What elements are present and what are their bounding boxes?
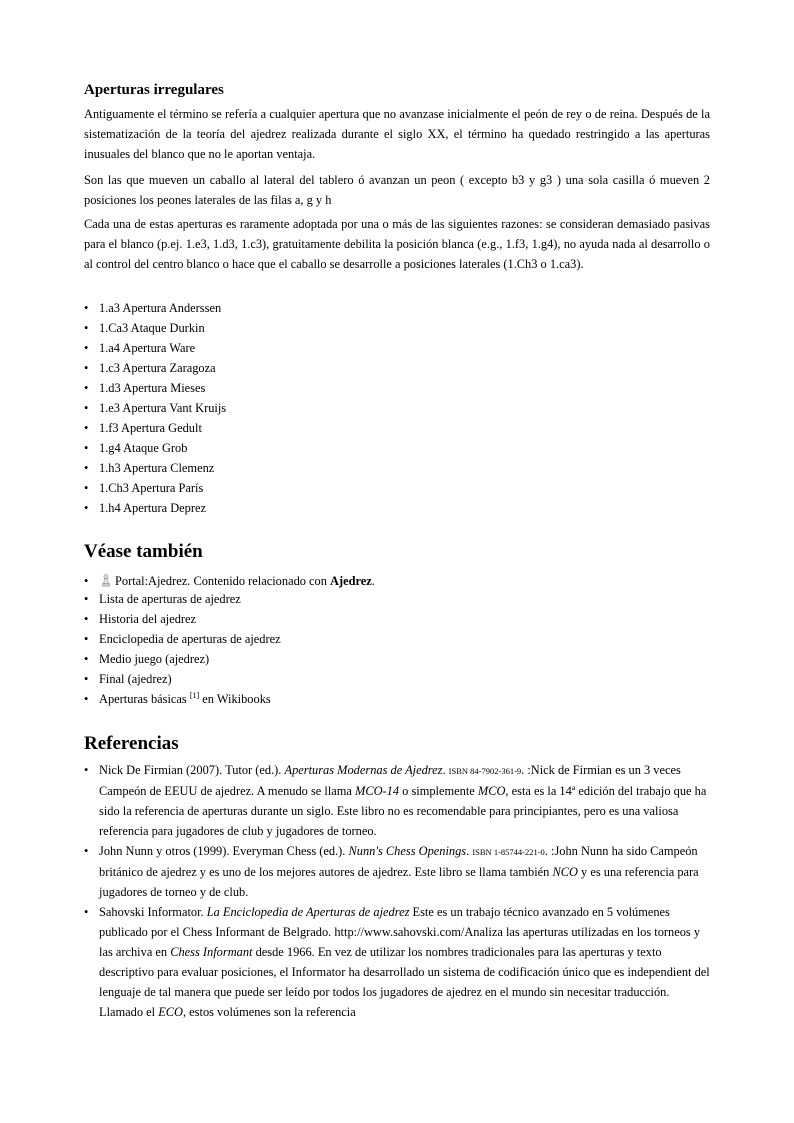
ref-italic: Chess Informant <box>170 945 253 959</box>
paragraph-reasons: Cada una de estas aperturas es raramente adoptada por una o más de las siguientes razones: se consideran demasiado pasivas para el blanco (p.ej. 1.e3, 1.d3, 1.c3), gratuitamente debilita la posición blanca (e.g., 1.f3, 1.g4), no ayuda nada al desarrollo o al control del centro blanco o hace que el caballo se desarrolle a posiciones laterales (1.Ch3 o 1.ca3). <box>84 217 710 271</box>
ref-text: , esta es la 14ª edición del trabajo que ha sido la referencia de aperturas durante un siglo. Este libro no es recomendable para principiantes, pero es una valiosa referencia para jugadores de club y jugadores de torneo. <box>99 784 707 838</box>
list-item <box>84 298 710 318</box>
ref-italic: MCO <box>477 784 506 798</box>
list-item <box>84 378 710 398</box>
list-item <box>84 478 710 498</box>
portal-bold-link[interactable]: Ajedrez <box>330 574 372 588</box>
ref-book-title: Nunn's Chess Openings <box>348 844 467 858</box>
reference-item <box>84 902 710 1022</box>
ref-text: . <box>442 763 449 777</box>
section-title-aperturas-irregulares: Aperturas irregulares <box>84 82 224 98</box>
section-title-vease-tambien: Véase también <box>84 541 203 562</box>
reference-item <box>84 760 710 841</box>
opening-link[interactable]: 1.g4 Ataque Grob <box>99 441 188 455</box>
see-also-link[interactable]: Enciclopedia de aperturas de ajedrez <box>99 632 281 646</box>
opening-link[interactable]: 1.d3 Apertura Mieses <box>99 381 206 395</box>
portal-link[interactable]: Portal:Ajedrez. Contenido relacionado con <box>115 574 331 588</box>
list-item <box>84 589 710 609</box>
list-item <box>84 318 710 338</box>
paragraph-intro: Antiguamente el término se refería a cualquier apertura que no avanzase inicialmente el peón de rey o de reina. Después de la sistematización de la teoría del ajedrez realizada durante el siglo XX, el término ha quedado restringido a las aperturas inusuales del blanco que no le aportan ventaja. <box>84 107 710 161</box>
opening-link[interactable]: 1.f3 Apertura Gedult <box>99 421 202 435</box>
isbn-link[interactable]: ISBN 1-85744-221-0 <box>472 847 545 857</box>
ref-italic: ECO <box>158 1005 183 1019</box>
punctuation: . <box>371 574 375 588</box>
see-also-list <box>84 571 710 591</box>
ref-text: y es una referencia para jugadores de torneo y de club. <box>99 865 699 899</box>
list-item <box>84 649 710 669</box>
list-item <box>84 669 710 689</box>
references-list <box>84 760 710 1022</box>
see-also-link[interactable]: Final (ajedrez) <box>99 672 172 686</box>
paragraph-definition: Son las que mueven un caballo al lateral del tablero ó avanzan un peon ( excepto b3 y g3 ) una sola casilla ó mueven 2 posiciones los peones laterales de las filas a, g y h <box>84 173 710 207</box>
opening-link[interactable]: 1.h4 Apertura Deprez <box>99 501 206 515</box>
openings-list <box>84 298 710 518</box>
ref-text: o simplemente <box>399 784 478 798</box>
see-also-link[interactable]: Lista de aperturas de ajedrez <box>99 592 241 606</box>
list-item <box>84 689 710 709</box>
opening-link[interactable]: 1.a3 Apertura Anderssen <box>99 301 222 315</box>
list-item <box>84 498 710 518</box>
list-item <box>84 609 710 629</box>
wikibooks-link[interactable]: Aperturas básicas <box>99 692 190 706</box>
chess-pawn-icon <box>101 574 111 587</box>
opening-link[interactable]: 1.Ch3 Apertura París <box>99 481 204 495</box>
list-item <box>84 418 710 438</box>
ref-text: . :John Nunn ha sido Campeón británico de ajedrez y es uno de los mejores autores de ajedrez. Este libro se llama también <box>99 844 698 879</box>
ref-book-title: Aperturas Modernas de Ajedrez <box>284 763 443 777</box>
ref-book-title: La Enciclopedia de Aperturas de ajedrez <box>206 905 410 919</box>
ref-text: . <box>466 844 473 858</box>
ref-text: desde 1966. En vez de utilizar los nombres tradicionales para las aperturas y texto descriptivo para evaluar posiciones, el Informator ha desarrollado un sistema de codificación único que es independient del lenguaje de tal manera que puede ser leído por todos los jugadores de ajedrez en el mundo sin necesitar traducción. Llamado el <box>99 945 710 1019</box>
opening-link[interactable]: 1.Ca3 Ataque Durkin <box>99 321 205 335</box>
see-also-list-continued <box>84 589 710 709</box>
ref-text: . :Nick de Firmian es un 3 veces Campeón de EEUU de ajedrez. A menudo se llama <box>99 763 681 798</box>
ref-text: Sahovski Informator. <box>99 905 207 919</box>
ref-text: John Nunn y otros (1999). Everyman Chess (ed.). <box>99 844 349 858</box>
wikibooks-suffix: en Wikibooks <box>199 692 271 706</box>
ref-text: Nick De Firmian (2007). Tutor (ed.). <box>99 763 285 777</box>
list-item <box>84 571 710 591</box>
opening-link[interactable]: 1.e3 Apertura Vant Kruijs <box>99 401 227 415</box>
reference-item <box>84 841 710 902</box>
opening-link[interactable]: 1.c3 Apertura Zaragoza <box>99 361 216 375</box>
list-item <box>84 338 710 358</box>
section-title-referencias: Referencias <box>84 733 179 754</box>
see-also-link[interactable]: Medio juego (ajedrez) <box>99 652 210 666</box>
ref-text: , estos volúmenes son la referencia <box>182 1005 356 1019</box>
see-also-link[interactable]: Historia del ajedrez <box>99 612 197 626</box>
list-item <box>84 358 710 378</box>
footnote-ref[interactable]: [1] <box>189 691 200 700</box>
list-item <box>84 629 710 649</box>
isbn-link[interactable]: ISBN 84-7902-361-9 <box>448 766 522 776</box>
opening-link[interactable]: 1.a4 Apertura Ware <box>99 341 196 355</box>
ref-italic: MCO-14 <box>355 784 400 798</box>
opening-link[interactable]: 1.h3 Apertura Clemenz <box>99 461 215 475</box>
ref-text: Este es un trabajo técnico avanzado en 5 volúmenes publicado por el Chess Informant de Belgrado. http://www.sahovski.com/Analiza las aperturas utilizadas en los torneos y las archiva en <box>99 905 701 959</box>
list-item <box>84 458 710 478</box>
ref-italic: NCO <box>552 865 578 879</box>
list-item <box>84 438 710 458</box>
list-item <box>84 398 710 418</box>
